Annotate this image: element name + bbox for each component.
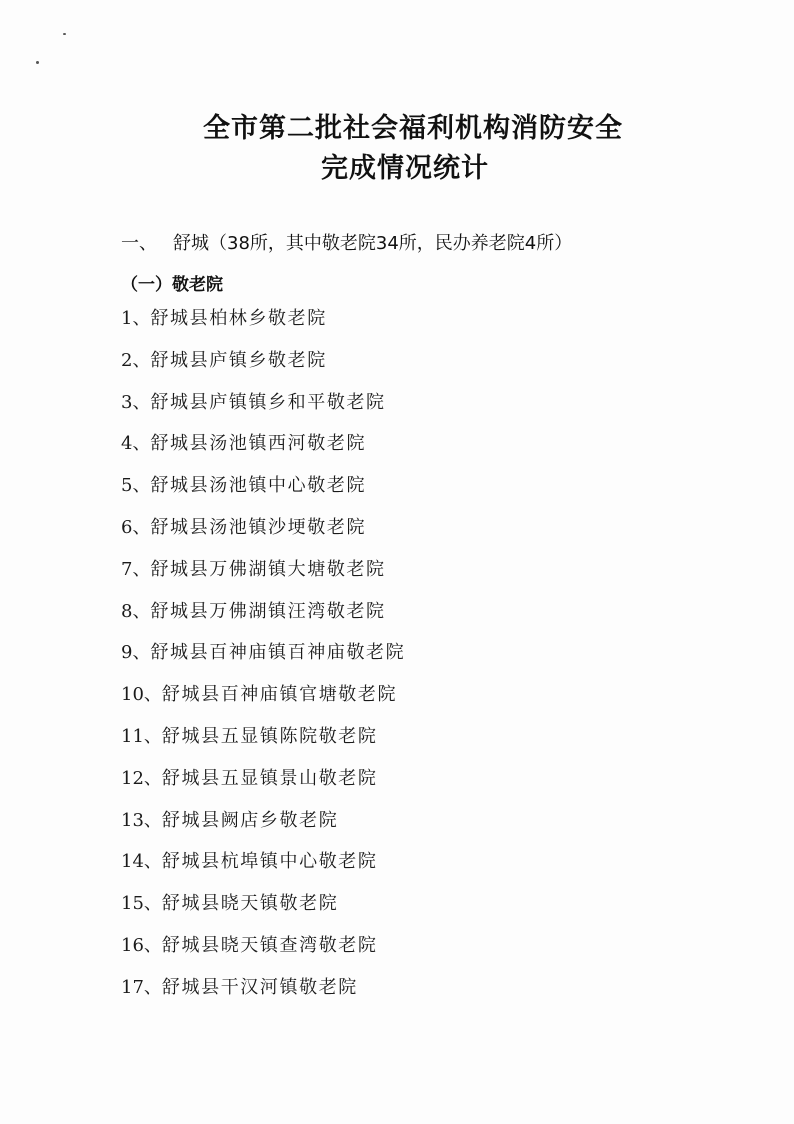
item-name: 舒城县五显镇陈院敬老院 (161, 725, 378, 747)
document-title-line-2: 完成情况统计 (321, 153, 489, 184)
list-item (121, 390, 405, 432)
item-index: 12、 (121, 767, 162, 789)
item-index: 14、 (121, 851, 162, 873)
item-index: 15、 (121, 893, 162, 915)
item-index: 16、 (121, 934, 162, 956)
item-index: 1、 (121, 308, 151, 329)
subsection-heading: （一）敬老院 (121, 275, 223, 295)
item-name: 舒城县晓天镇敬老院 (161, 893, 339, 915)
list-item (121, 599, 405, 641)
list-item (121, 431, 405, 473)
item-index: 10、 (121, 684, 162, 706)
item-index: 9、 (121, 642, 151, 664)
item-index: 6、 (121, 516, 151, 538)
item-name: 舒城县阙店乡敬老院 (161, 809, 339, 831)
list-item (121, 473, 405, 515)
item-name: 舒城县干汉河镇敬老院 (161, 976, 358, 998)
item-name: 舒城县万佛湖镇汪湾敬老院 (150, 600, 386, 622)
scan-speck (63, 33, 66, 35)
item-name: 舒城县庐镇镇乡和平敬老院 (150, 391, 386, 413)
list-item (121, 640, 405, 682)
item-index: 13、 (121, 809, 162, 831)
list-item (121, 348, 405, 390)
item-index: 3、 (121, 391, 151, 413)
list-item (121, 515, 405, 557)
item-name: 舒城县百神庙镇百神庙敬老院 (150, 642, 406, 664)
list-item (121, 808, 405, 850)
item-index: 7、 (121, 558, 151, 580)
item-name: 舒城县晓天镇查湾敬老院 (161, 934, 378, 956)
item-name: 舒城县汤池镇中心敬老院 (150, 475, 367, 497)
item-name: 舒城县百神庙镇官塘敬老院 (161, 684, 398, 706)
item-index: 5、 (121, 475, 151, 497)
list-item (121, 306, 405, 348)
section-heading (121, 229, 572, 255)
section-text: 舒城（38所，其中敬老院34所，民办养老院4所） (173, 233, 573, 254)
item-index: 17、 (121, 976, 162, 998)
document-title-line-1: 全市第二批社会福利机构消防安全 (203, 113, 623, 144)
item-index: 8、 (121, 600, 151, 622)
institution-list (121, 306, 405, 1017)
list-item (121, 557, 405, 599)
list-item (121, 933, 405, 975)
item-name: 舒城县汤池镇沙埂敬老院 (150, 516, 367, 538)
item-name: 舒城县万佛湖镇大塘敬老院 (150, 558, 386, 580)
list-item (121, 975, 405, 1017)
list-item (121, 766, 405, 808)
item-name: 舒城县杭埠镇中心敬老院 (161, 851, 378, 873)
item-name: 舒城县五显镇景山敬老院 (161, 767, 378, 789)
item-name: 舒城县庐镇乡敬老院 (150, 349, 327, 371)
item-index: 4、 (121, 433, 151, 455)
list-item (121, 891, 405, 933)
section-number: 一、 (121, 233, 157, 254)
item-index: 2、 (121, 349, 151, 371)
item-index: 11、 (121, 725, 162, 747)
list-item (121, 724, 405, 766)
scan-speck (36, 61, 39, 64)
item-name: 舒城县汤池镇西河敬老院 (150, 433, 367, 455)
list-item (121, 849, 405, 891)
list-item (121, 682, 405, 724)
item-name: 舒城县柏林乡敬老院 (150, 308, 327, 329)
